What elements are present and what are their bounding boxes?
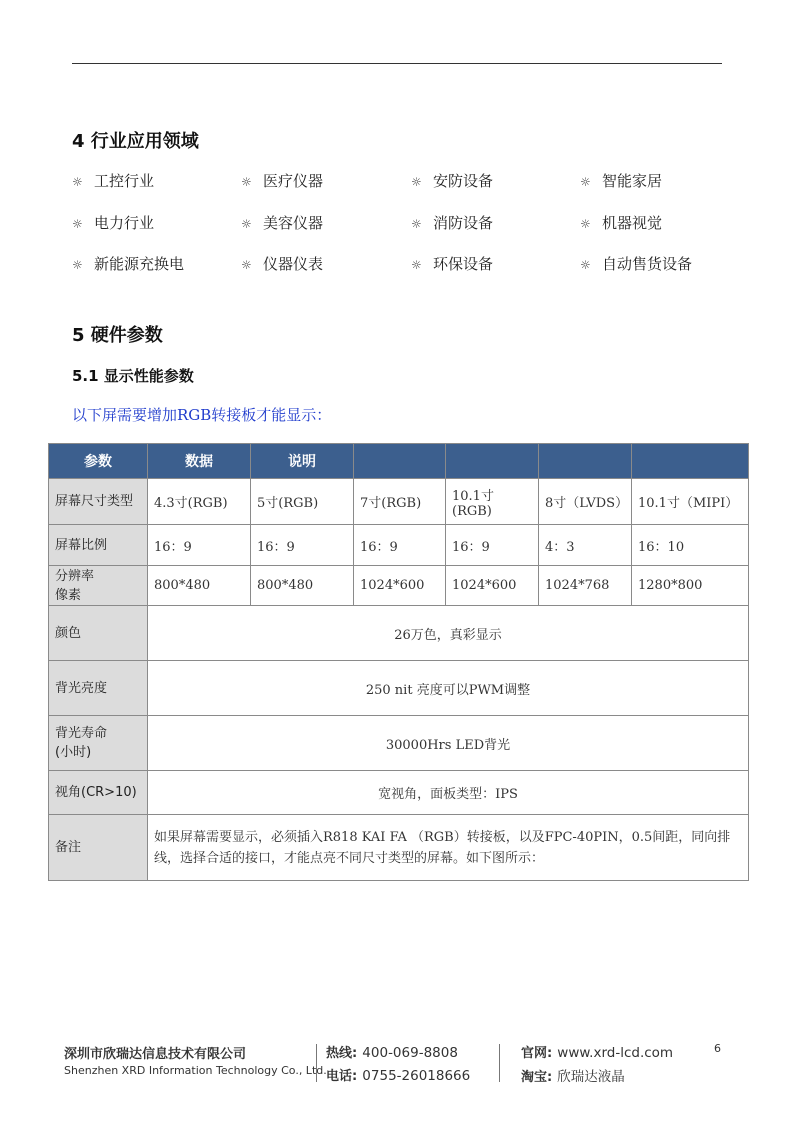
application-item: ☼ 新能源充换电 [72,255,185,273]
table-cell: 4.3寸(RGB) [148,479,251,525]
sun-bullet-icon: ☼ [241,216,252,231]
header-cell [354,444,446,479]
table-cell: 16：9 [148,525,251,566]
footer-taobao [521,1065,625,1085]
application-item: ☼ 安防设备 [411,172,494,190]
section-5-title: 5 硬件参数 [72,325,163,346]
row-label: 视角(CR>10) [49,771,148,815]
application-item: ☼ 美容仪器 [241,213,324,232]
section-4-title: 4 行业应用领域 [72,131,199,152]
row-label [49,716,148,771]
sun-bullet-icon: ☼ [580,216,591,231]
table-cell: 16：9 [251,525,354,566]
footer-phone [326,1065,470,1084]
sun-bullet-icon: ☼ [241,175,252,189]
application-item: ☼ 环保设备 [411,255,494,273]
row-label: 备注 [49,815,148,881]
table-cell: 800*480 [251,566,354,606]
footer-website [521,1042,673,1061]
table-row [49,716,749,771]
table-row [49,525,749,566]
application-item: ☼ 电力行业 [72,213,155,232]
header-cell: 数据 [148,444,251,479]
row-label: 颜色 [49,606,148,661]
table-cell: 1280*800 [632,566,749,606]
sun-bullet-icon: ☼ [72,216,83,231]
header-cell: 说明 [251,444,354,479]
taobao-label: 淘宝: [521,1070,553,1085]
rgb-adapter-note: 以下屏需要增加RGB转接板才能显示： [72,406,332,424]
table-cell: 1024*768 [539,566,632,606]
application-item: ☼ 仪器仪表 [241,255,324,273]
table-cell: 8寸（LVDS） [539,479,632,525]
table-cell: 10.1寸（MIPI） [632,479,749,525]
table-row [49,479,749,525]
table-row [49,815,749,881]
table-cell: 4：3 [539,525,632,566]
sun-bullet-icon: ☼ [411,175,422,189]
row-label-line: 背光寿命 [55,726,108,741]
application-grid [72,170,752,295]
table-cell: 如果屏幕需要显示，必须插入R818 KAI FA （RGB）转接板，以及FPC-40PIN，0.5间距，同向排线，选择合适的接口，才能点亮不同尺寸类型的屏幕。如下图所示： [148,815,749,881]
row-label-line: 分辨率 [55,568,95,584]
table-cell: 10.1寸(RGB) [446,479,539,525]
table-cell: 250 nit 亮度可以PWM调整 [148,661,749,716]
phone-number: 0755-26018666 [362,1068,471,1084]
application-item: ☼ 机器视觉 [580,213,663,232]
header-cell [632,444,749,479]
sun-bullet-icon: ☼ [580,175,591,189]
row-label [49,566,148,606]
table-cell: 16：10 [632,525,749,566]
table-cell: 16：9 [354,525,446,566]
hotline-label: 热线: [326,1046,358,1061]
page-number: 6 [714,1042,721,1055]
header-cell: 参数 [49,444,148,479]
website-label: 官网: [521,1046,553,1061]
website-url[interactable]: www.xrd-lcd.com [557,1045,674,1061]
display-spec-table [48,443,749,881]
application-row [72,170,752,212]
table-cell: 26万色，真彩显示 [148,606,749,661]
table-cell: 16：9 [446,525,539,566]
header-cell [446,444,539,479]
company-name-cn: 深圳市欣瑞达信息技术有限公司 [64,1047,247,1062]
header-rule [72,63,722,64]
table-cell: 1024*600 [354,566,446,606]
table-cell: 宽视角，面板类型：IPS [148,771,749,815]
table-cell: 800*480 [148,566,251,606]
table-row [49,771,749,815]
sun-bullet-icon: ☼ [241,258,252,272]
row-label-line: 像素 [55,587,82,603]
application-row [72,253,752,295]
row-label-line: (小时) [55,745,92,760]
application-item: ☼ 自动售货设备 [580,255,693,273]
application-item: ☼ 消防设备 [411,213,494,232]
table-cell: 30000Hrs LED背光 [148,716,749,771]
row-label: 屏幕尺寸类型 [49,479,148,525]
sun-bullet-icon: ☼ [411,258,422,272]
header-cell [539,444,632,479]
table-cell: 1024*600 [446,566,539,606]
company-name-en: Shenzhen XRD Information Technology Co., Ltd. [64,1064,327,1077]
footer-divider [316,1044,317,1082]
sun-bullet-icon: ☼ [72,175,83,189]
application-row [72,212,752,254]
table-header-row [49,444,749,479]
sun-bullet-icon: ☼ [411,216,422,231]
application-item: ☼ 智能家居 [580,172,663,190]
table-row [49,606,749,661]
phone-label: 电话: [326,1069,358,1084]
table-cell: 5寸(RGB) [251,479,354,525]
footer-hotline [326,1042,458,1061]
section-5-1-title: 5.1 显示性能参数 [72,367,194,385]
row-label: 背光亮度 [49,661,148,716]
table-row [49,661,749,716]
row-label: 屏幕比例 [49,525,148,566]
sun-bullet-icon: ☼ [580,258,591,272]
table-cell: 7寸(RGB) [354,479,446,525]
taobao-shop: 欣瑞达液晶 [557,1069,625,1085]
sun-bullet-icon: ☼ [72,258,83,272]
footer-divider [499,1044,500,1082]
application-item: ☼ 医疗仪器 [241,172,324,190]
hotline-number: 400-069-8808 [362,1045,458,1061]
application-item: ☼ 工控行业 [72,172,155,190]
table-row [49,566,749,606]
